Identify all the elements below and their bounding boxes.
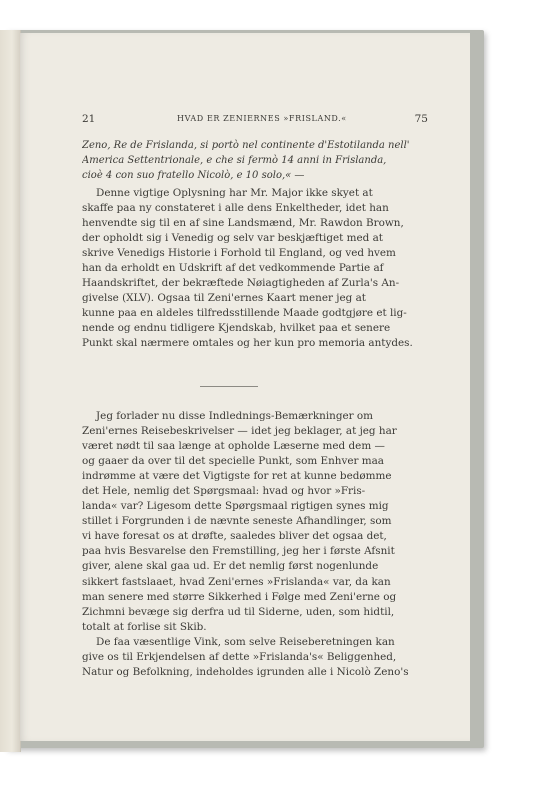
text-line: henvendte sig til en af sine Landsmænd, Mr. Rawdon Brown, xyxy=(82,217,404,230)
text-line: kunne paa en aldeles tilfredsstillende Maade godtgjøre et lig- xyxy=(82,307,407,320)
text-line: indrømme at være det Vigtigste for ret at kunne bedømme xyxy=(82,470,392,483)
text-line: man senere med større Sikkerhed i Følge med Zeni'erne og xyxy=(82,590,397,603)
text-line: givelse (XLV). Ogsaa til Zeni'ernes Kaart mener jeg at xyxy=(82,292,366,305)
text-line: De faa væsentlige Vink, som selve Reiseberetningen kan xyxy=(96,635,395,648)
paragraph-1 xyxy=(82,186,428,352)
text-line: giver, alene skal gaa ud. Er det nemlig først nogenlunde xyxy=(82,560,379,573)
text-line: landa« var? Ligesom dette Spørgsmaal rigtigen synes mig xyxy=(82,500,389,513)
text-line: skaffe paa ny constateret i alle dens Enkeltheder, idet han xyxy=(82,202,389,215)
text-line: Zichmni bevæge sig derfra ud til Siderne, uden, som hidtil, xyxy=(82,605,395,618)
text-line: nende og endnu tidligere Kjendskab, hvilket paa et senere xyxy=(82,322,391,335)
book-page xyxy=(20,33,470,741)
text-line: paa hvis Besvarelse den Fremstilling, jeg her i første Afsnit xyxy=(82,545,395,558)
text-line: vi have foresat os at drøfte, saaledes bliver det ogsaa det, xyxy=(82,530,387,543)
quote-line: Zeno, Re de Frislanda, si portò nel continente d'Estotilanda nell' xyxy=(82,140,410,151)
text-line: og gaaer da over til det specielle Punkt, som Enhver maa xyxy=(82,455,384,468)
section-divider xyxy=(200,386,258,387)
text-line: Punkt skal nærmere omtales og her kun pro memoria antydes. xyxy=(82,337,413,350)
text-line: Natur og Befolkning, indeholdes igrunden alle i Nicolò Zeno's xyxy=(82,665,409,678)
paragraph-2 xyxy=(82,409,428,680)
text-line: han da erholdt en Udskrift af det vedkommende Partie af xyxy=(82,262,384,275)
page-number-left: 21 xyxy=(82,113,96,125)
text-line: Jeg forlader nu disse Indlednings-Bemærkninger om xyxy=(96,410,374,422)
quote-line: America Settentrionale, e che si fermò 14 anni in Frislanda, xyxy=(82,155,387,167)
text-line: der opholdt sig i Venedig og selv var beskjæftiget med at xyxy=(82,232,383,245)
quote-line: cioè 4 con suo fratello Nicolò, e 10 solo,« — xyxy=(82,170,305,182)
text-line: Zeni'ernes Reisebeskrivelser — idet jeg beklager, at jeg har xyxy=(82,425,397,438)
text-line: det Hele, nemlig det Spørgsmaal: hvad og hvor »Fris- xyxy=(82,485,366,498)
left-page-edge xyxy=(0,30,21,752)
page-header xyxy=(82,113,428,129)
text-line: stillet i Forgrunden i de nævnte seneste Afhandlinger, som xyxy=(82,515,392,528)
text-line: sikkert fastslaaet, hvad Zeni'ernes »Frislanda« var, da kan xyxy=(82,575,391,588)
text-line: totalt at forlise sit Skib. xyxy=(82,620,207,633)
text-line: skrive Venedigs Historie i Forhold til England, og ved hvem xyxy=(82,247,396,260)
page-number-right: 75 xyxy=(414,113,428,125)
text-line: Denne vigtige Oplysning har Mr. Major ikke skyet at xyxy=(96,187,373,199)
italian-quote xyxy=(82,138,428,183)
text-line: give os til Erkjendelsen af dette »Frislanda's« Beliggenhed, xyxy=(82,650,397,663)
text-line: været nødt til saa længe at opholde Læserne med dem — xyxy=(82,440,385,453)
text-line: Haandskriftet, der bekræftede Nøiagtigheden af Zurla's An- xyxy=(82,277,400,290)
running-title: HVAD ER ZENIERNES »FRISLAND.« xyxy=(177,114,347,123)
